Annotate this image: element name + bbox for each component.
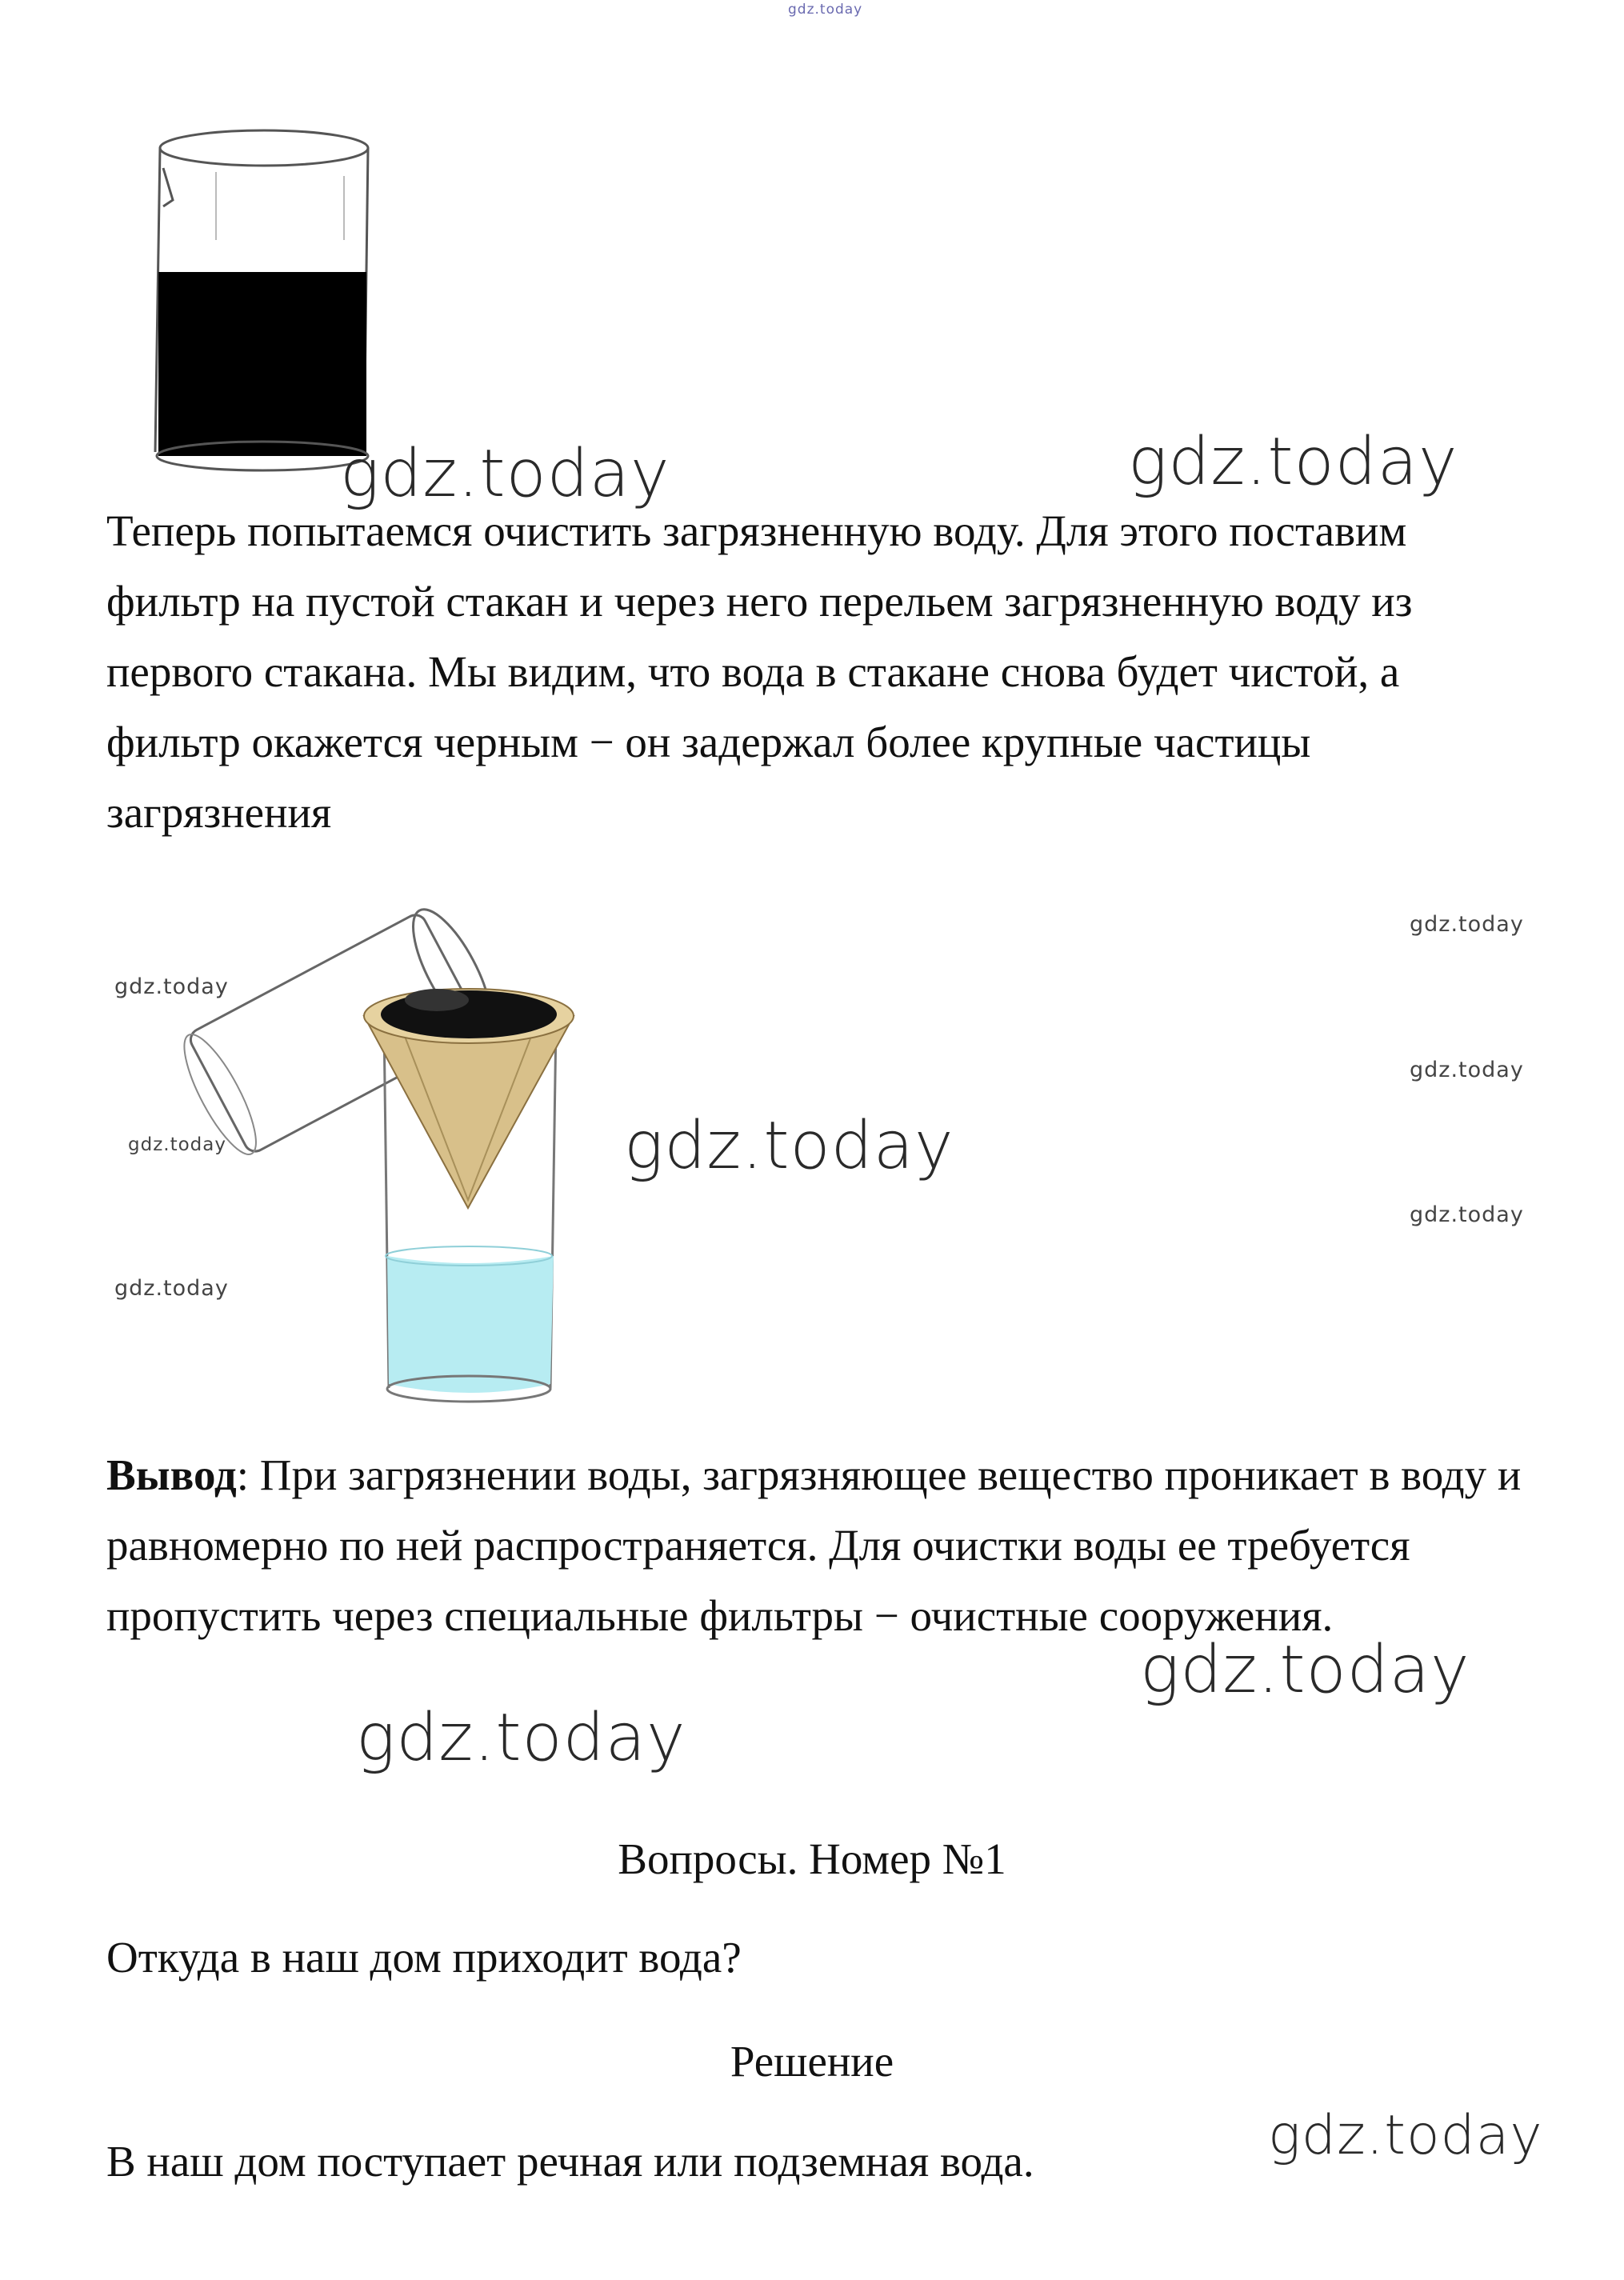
filter-cone xyxy=(364,989,574,1208)
watermark: gdz.today xyxy=(356,1700,686,1776)
conclusion-text: : При загрязнении воды, загрязняющее вещество проникает в воду и равномерно по ней распространяется. Для очистки воды ее требуется пропустить через специальные фильтры − очистные сооружения. xyxy=(106,1450,1522,1640)
beaker-dirty-water-figure xyxy=(144,112,384,488)
questions-heading: Вопросы. Номер №1 xyxy=(618,1834,1006,1883)
watermark: gdz.today xyxy=(1410,1058,1524,1082)
solution-heading: Решение xyxy=(730,2037,894,2086)
watermark: gdz.today xyxy=(624,1108,954,1184)
watermark: gdz.today xyxy=(1410,1202,1524,1227)
watermark-top: gdz.today xyxy=(788,2,863,18)
watermark: gdz.today xyxy=(340,436,670,512)
watermark: gdz.today xyxy=(1268,2104,1543,2167)
watermark: gdz.today xyxy=(1128,424,1458,500)
watermark: gdz.today xyxy=(1410,912,1524,937)
clean-water xyxy=(387,1256,554,1393)
answer-text: В наш дом поступает речная или подземная вода. xyxy=(106,2137,1034,2186)
paragraph-filter: Теперь попытаемся очистить загрязненную воду. Для этого поставим фильтр на пустой стакан и через него перельем загрязненную воду из первого стакана. Мы видим, что вода в стакане снова будет чистой, а фильтр окажется черным − он задержал более крупные частицы загрязнения xyxy=(106,506,1413,837)
watermark: gdz.today xyxy=(128,1134,226,1155)
watermark: gdz.today xyxy=(114,1276,229,1301)
dirty-water xyxy=(158,272,366,456)
conclusion-paragraph xyxy=(106,1440,1538,1651)
conclusion-label: Вывод xyxy=(106,1450,237,1499)
question-text: Откуда в наш дом приходит вода? xyxy=(106,1933,742,1982)
watermark: gdz.today xyxy=(114,974,229,999)
watermark: gdz.today xyxy=(1140,1632,1470,1708)
